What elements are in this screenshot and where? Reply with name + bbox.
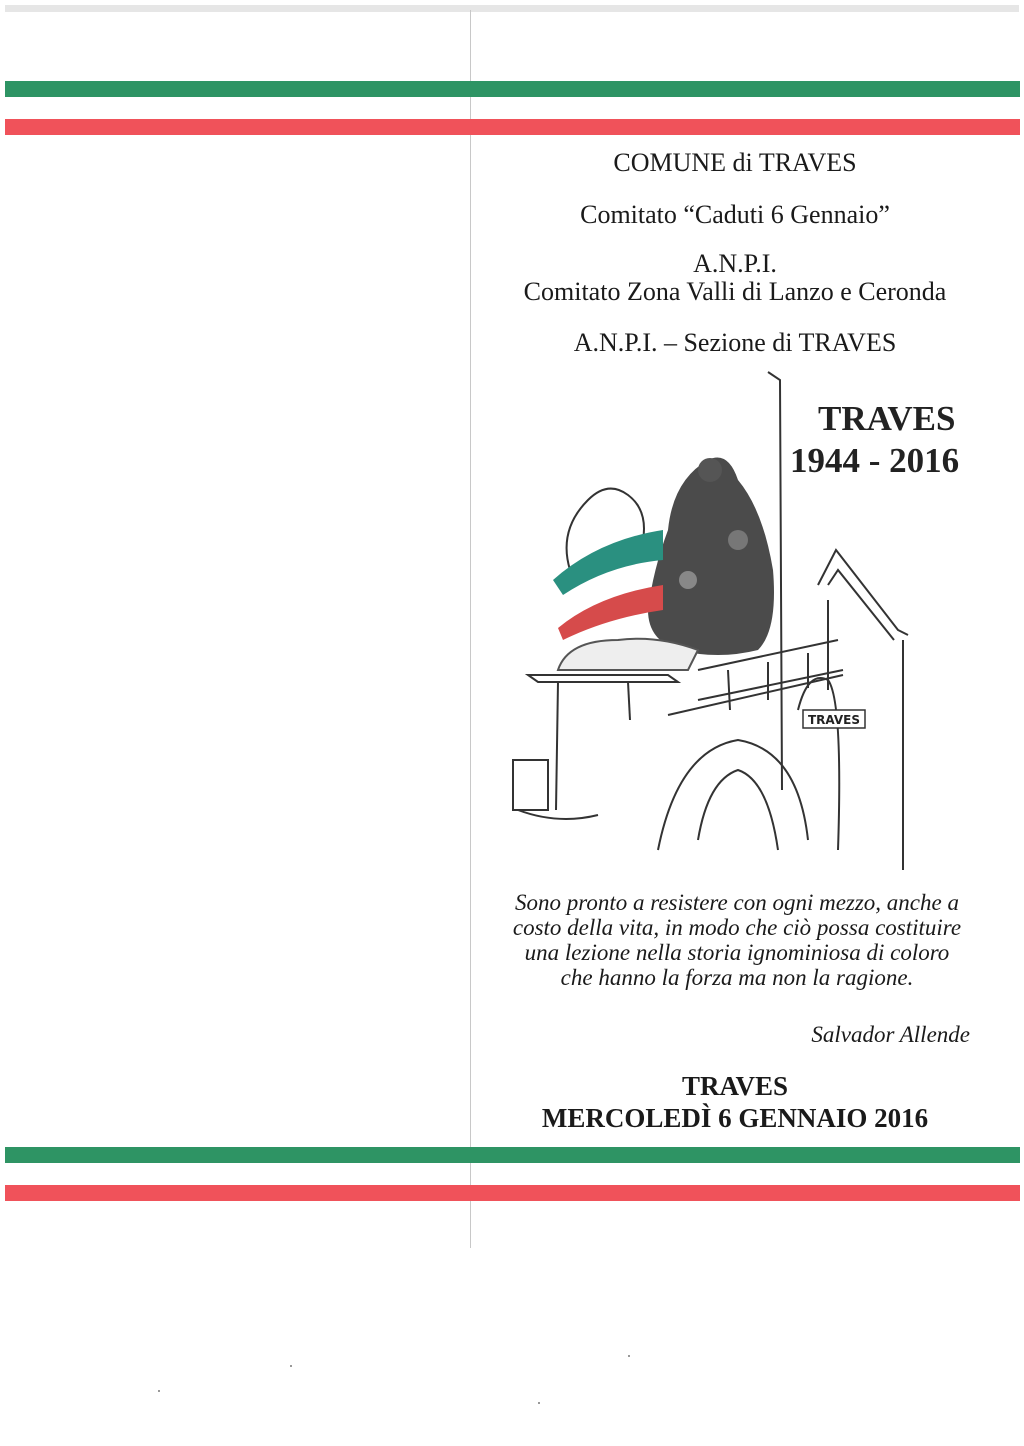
- quote-line: costo della vita, in modo che ciò possa costituire: [512, 915, 962, 940]
- comune-heading: COMUNE di TRAVES: [613, 148, 857, 177]
- scan-speck: [158, 1390, 160, 1392]
- anpi-block: [480, 250, 990, 306]
- flag-stripe-green-bottom: [5, 1147, 1020, 1163]
- quote-author: Salvador Allende: [811, 1022, 970, 1047]
- event-block: [480, 1070, 990, 1134]
- event-place: TRAVES: [681, 1071, 789, 1101]
- anpi-sezione-heading: A.N.P.I. – Sezione di TRAVES: [573, 328, 897, 357]
- quote-line: una lezione nella storia ignominiosa di coloro: [524, 940, 950, 965]
- anpi-label: A.N.P.I.: [693, 249, 777, 278]
- flag-stripe-red-bottom: [5, 1185, 1020, 1201]
- anpi-zona-label: Comitato Zona Valli di Lanzo e Ceronda: [523, 277, 947, 306]
- quote-line: Sono pronto a resistere con ogni mezzo, anche a: [515, 890, 959, 915]
- comitato-heading: Comitato “Caduti 6 Gennaio”: [580, 200, 890, 229]
- svg-text:TRAVES: TRAVES: [807, 713, 861, 727]
- quote-block: [482, 890, 992, 990]
- scan-edge: [5, 5, 1019, 12]
- scan-speck: [290, 1365, 292, 1367]
- event-date: MERCOLEDÌ 6 GENNAIO 2016: [541, 1103, 929, 1133]
- scan-speck: [538, 1402, 540, 1404]
- title-block: [790, 398, 990, 482]
- scan-speck: [628, 1355, 630, 1357]
- title-years: 1944 - 2016: [790, 441, 960, 480]
- quote-line: che hanno la forza ma non la ragione.: [560, 965, 914, 990]
- flag-stripe-red-top: [5, 119, 1020, 135]
- flag-stripe-green-top: [5, 81, 1020, 97]
- title-place: TRAVES: [818, 399, 956, 438]
- fold-line: [470, 10, 471, 1248]
